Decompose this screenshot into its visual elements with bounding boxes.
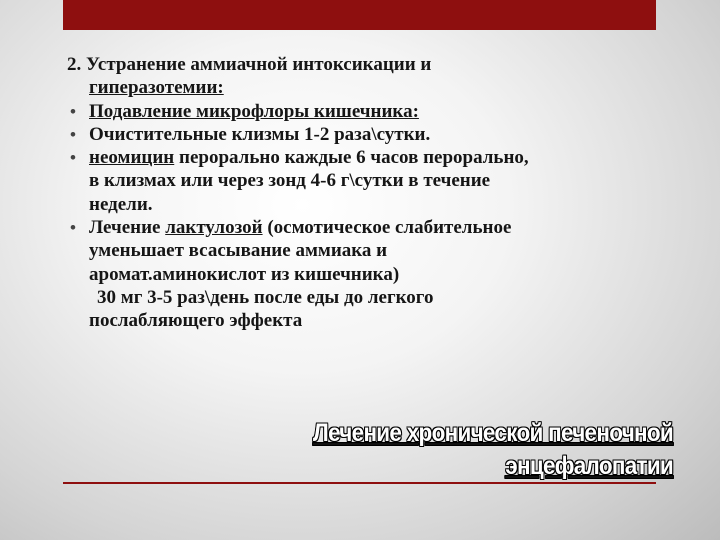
- list-item: [67, 123, 667, 146]
- item-neomycin-line-3: недели.: [89, 193, 153, 215]
- item-neomycin-line-2: в клизмах или через зонд 4-6 г\сутки в течение: [89, 170, 491, 192]
- item-lactulose-text: (осмотическое слабительное: [262, 217, 512, 239]
- drug-lactulose: лактулозой: [165, 217, 263, 239]
- title-line-2: энцефалопатии: [505, 452, 673, 480]
- slide-title: [313, 417, 673, 483]
- dosage-line-1: 30 мг 3-5 раз\день после еды до легкого: [97, 286, 434, 308]
- bullet-icon: •: [70, 101, 76, 121]
- dosage-line-2: послабляющего эффекта: [89, 310, 303, 332]
- list-item: [67, 146, 667, 169]
- bottom-divider: [63, 482, 656, 484]
- drug-neomycin: неомицин: [89, 147, 175, 169]
- list-item: [67, 100, 667, 123]
- bullet-icon: •: [70, 218, 76, 238]
- heading-line-2: гиперазотемии:: [89, 77, 224, 99]
- item-microflora: Подавление микрофлоры кишечника:: [89, 100, 419, 122]
- item-lactulose-line-2: уменьшает всасывание аммиака и: [89, 240, 388, 262]
- slide-body: [67, 53, 667, 333]
- bullet-icon: •: [70, 148, 76, 168]
- list-item: [67, 216, 667, 239]
- item-lactulose-line-3: аромат.аминокислот из кишечника): [89, 263, 400, 285]
- item-lactulose-prefix: Лечение: [89, 217, 166, 239]
- bullet-icon: •: [70, 124, 76, 144]
- title-line-1: Лечение хронической печеночной: [312, 419, 673, 447]
- top-accent-bar: [63, 0, 656, 30]
- heading-line-1: [67, 53, 667, 76]
- heading-number: 2. Устранение аммиачной интоксикации и: [67, 54, 432, 75]
- item-neomycin-text: перорально каждые 6 часов перорально,: [174, 147, 529, 169]
- item-enema: Очистительные клизмы 1-2 раза\сутки.: [89, 123, 431, 145]
